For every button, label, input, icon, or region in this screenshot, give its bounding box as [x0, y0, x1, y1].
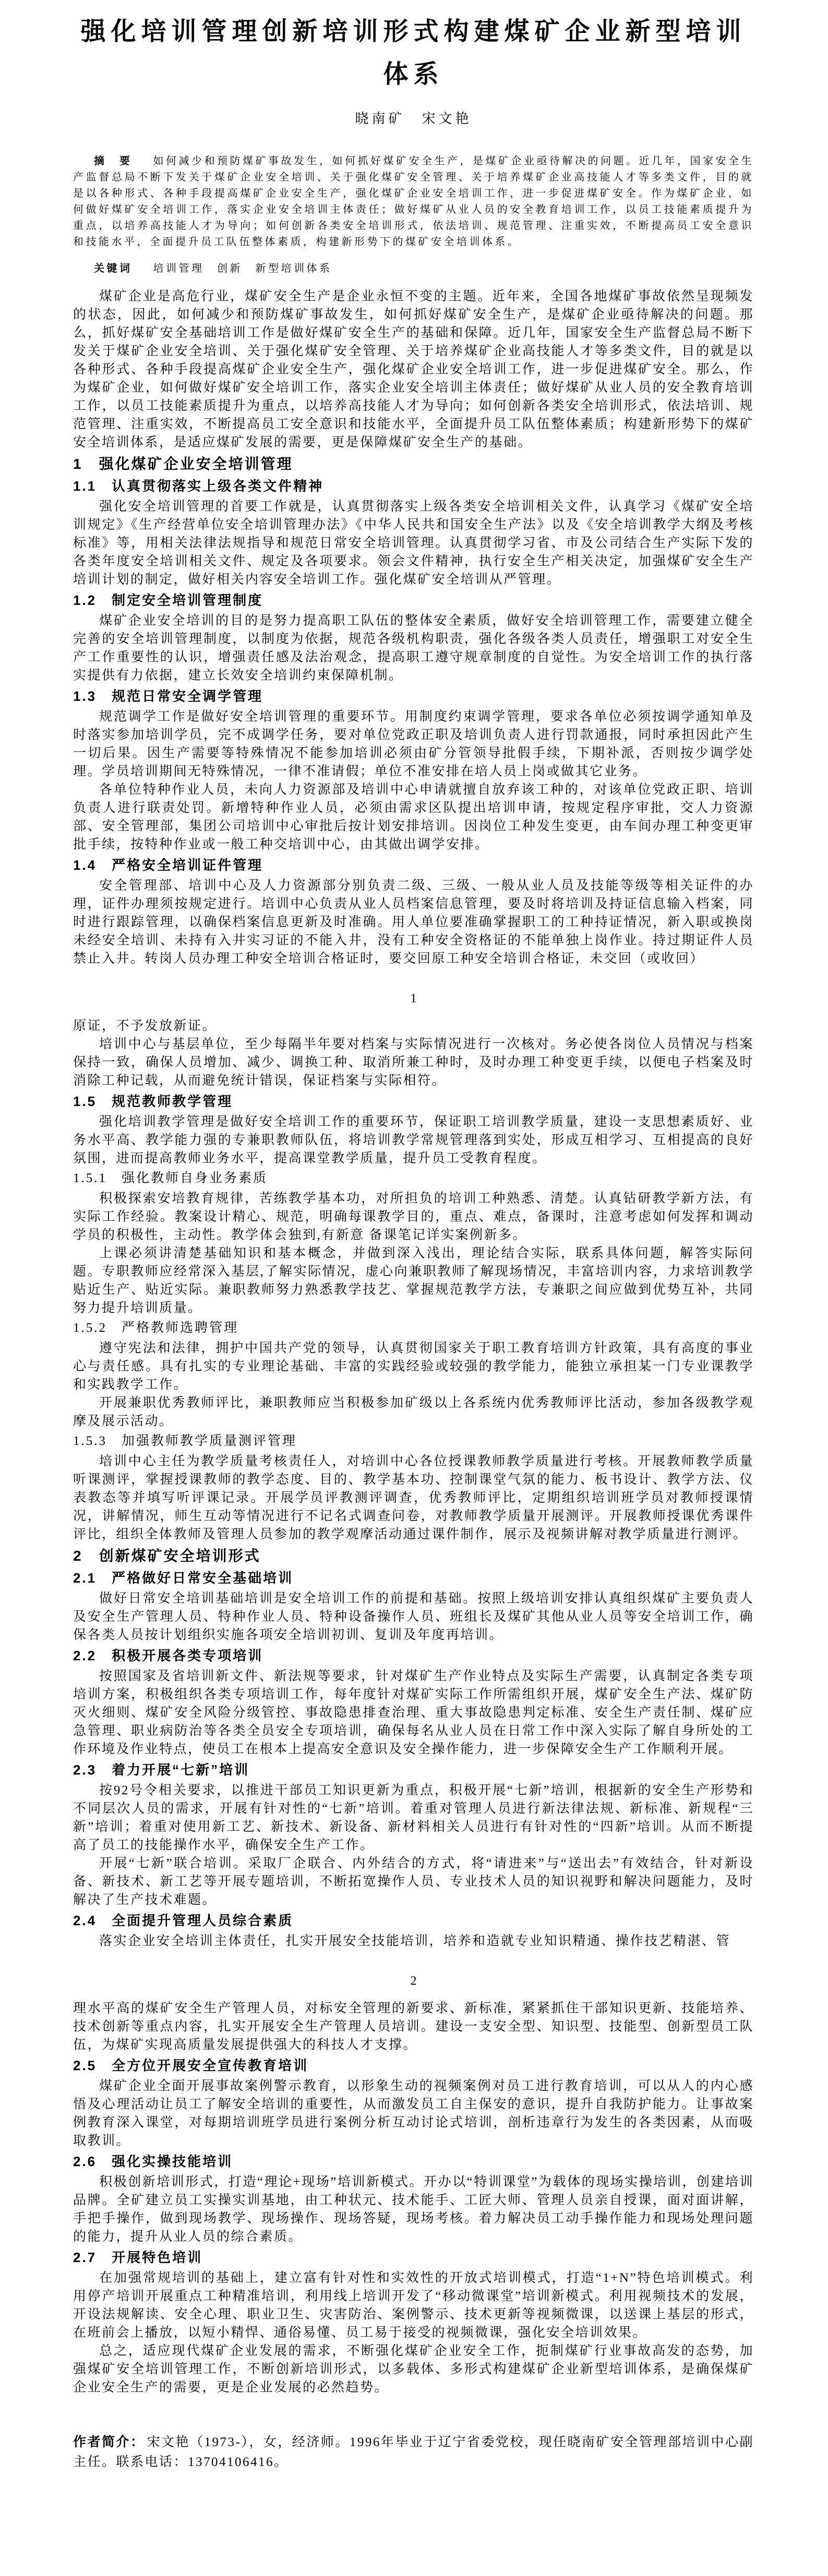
- heading-2-7: 2.7 开展特色培训: [73, 2250, 203, 2265]
- paragraph-2-4-continued: 理水平高的煤矿安全生产管理人员，对标安全管理的新要求、新标准，紧紧抓住干部知识更新、技能培养、技术创新等重点内容，扎实开展安全生产管理人员培训。建设一支安全型、知识型、技能型、创新型员工队伍，为煤矿实现高质量发展提供强大的科技人才支撑。: [73, 2001, 754, 2052]
- heading-2-2: 2.2 积极开展各类专项培训: [73, 1648, 263, 1663]
- paragraph-2-4: 落实企业安全培训主体责任，扎实开展安全技能培训，培养和造就专业知识精通、操作技艺精湛、管: [99, 1934, 731, 1948]
- author-bio-text: 宋文艳（1973-），女，经济师。1996年毕业于辽宁省委党校，现任晓南矿安全管理部培训中心副主任。联系电话：13704106416。: [73, 2435, 754, 2469]
- paragraph-1-1: 强化安全培训管理的首要工作就是，认真贯彻落实上级各类安全培训相关文件，认真学习《煤矿安全培训规定》《生产经营单位安全培训管理办法》《中华人民共和国安全生产法》以及《安全培训教学大纲及考核标准》等，用相关法律法规指导和规范日常安全培训管理。认真贯彻学习省、市及公司结合生产实际下发的各类年度安全培训相关文件、规定及各项要求。领会文件精神，执行安全生产相关决定，加强煤矿安全生产培训计划的制定，做好相关内容安全培训工作。强化煤矿安全培训从严管理。: [73, 500, 754, 587]
- abstract-label: 摘 要: [94, 155, 133, 167]
- paragraph-2-1: 做好日常安全培训基础培训是安全培训工作的前提和基础。按照上级培训安排认真组织煤矿主要负责人及安全生产管理人员、特种作业人员、特种设备操作人员、班组长及煤矿其他从业人员等安全培训工作，确保各类人员按计划组织实施各项安全培训初训、复训及年度再培训。: [73, 1591, 754, 1642]
- heading-1-1: 1.1 认真贯彻落实上级各类文件精神: [73, 478, 324, 494]
- paragraph-1-4-continued: 原证，不予发放新证。: [73, 1019, 217, 1033]
- paragraph-2-7: 在加强常规培训的基础上，建立富有针对性和实效性的开放式培训模式，打造“1+N”特色培训模式。利用停产培训开展重点工种精准培训，利用线上培训开发了“移动微课堂”培训新模式。利用视频技术的发展，开设法规解读、安全心理、职业卫生、灾害防治、案例警示、技术更新等视频微课，以送课上基层的形式，在班前会上播放，以短小精悍、通俗易懂、员工易于接受的视频微课，强化安全培训效果。: [73, 2271, 754, 2340]
- paragraph-1-3-b: 各单位特种作业人员，未向人力资源部及培训中心申请就擅自放弃该工种的，对该单位党政正职、培训负责人进行联责处罚。新增特种作业人员，必须由需求区队提出培训申请，按规定程序审批，交人力资源部、安全管理部，集团公司培训中心审批后按计划安排培训。因岗位工种发生变更，由车间办理工种变更审批手续，按特种作业或一般工种交培训中心，由其做出调学安排。: [73, 783, 754, 852]
- heading-2-5: 2.5 全方位开展安全宣传教育培训: [73, 2058, 309, 2073]
- paragraph-conclusion: 总之，适应现代煤矿企业发展的需求，不断强化煤矿企业安全工作，扼制煤矿行业事故高发的态势，加强煤矿安全培训管理工作，不断创新培训形式，以多载体、多形式构建煤矿企业新型培训体系，是确保煤矿企业安全生产的需要，更是企业发展的必然趋势。: [73, 2344, 754, 2395]
- page-number-2: 2: [410, 1974, 417, 1988]
- paragraph-1-2: 煤矿企业安全培训的目的是努力提高职工队伍的整体安全素质，做好安全培训管理工作，需要建立健全完善的安全培训管理制度，以制度为依据，规范各级机构职责，强化各级各类人员责任，增强职工对安全生产工作重要性的认识，增强责任感及法治观念，提高职工遵守规章制度的自觉性。为安全培训工作的执行落实提供有力依据，建立长效安全培训约束保障机制。: [73, 614, 754, 683]
- abstract-paragraph: [73, 153, 754, 250]
- paragraph-2-3-a: 按92号令相关要求，以推进干部员工知识更新为重点，积极开展“七新”培训，根据新的安全生产形势和不同层次人员的需求，开展有针对性的“七新”培训。着重对管理人员进行新法律法规、新标准、新规程“三新”培训；着重对使用新工艺、新技术、新设备、新材料相关人员进行有针对性的“四新”培训。从而不断提高了员工的技能操作水平，确保安全生产工作。: [73, 1783, 754, 1852]
- paragraph-1-3-a: 规范调学工作是做好安全培训管理的重要环节。用制度约束调学管理，要求各单位必须按调学通知单及时落实参加培训学员，完不成调学任务，要对单位党政正职及培训负责人进行罚款通报，同时承担因此产生一切后果。因生产需要等特殊情况不能参加培训必须由矿分管领导批假手续，下期补派，否则按少调学处理。学员培训期间无特殊情况，一律不准请假；单位不准安排在培人员上岗或做其它业务。: [73, 710, 754, 779]
- paragraph-1-4-b: 培训中心与基层单位，至少每隔半年要对档案与实际情况进行一次核对。务必使各岗位人员情况与档案保持一致，确保人员增加、减少、调换工种、取消所兼工种时，及时办理工种变更手续，以便电子档案及时消除工种记载，从而避免统计错误，保证档案与实际相符。: [73, 1037, 754, 1088]
- paragraph-1-4: 安全管理部、培训中心及人力资源部分别负责二级、三级、一般从业人员及技能等级等相关证件的办理，证件办理须按规定进行。培训中心负责从业人员档案信息管理，要及时将培训及持证信息输入档案，同时进行跟踪管理，以确保档案信息更新及时准确。用人单位要准确掌握职工的工种持证情况，新入职或换岗未经安全培训、未持有入井实习证的不能入井，没有工种安全资格证的不能单独上岗作业。持过期证件人员禁止入井。转岗人员办理工种安全培训合格证时，要交回原工种安全培训合格证，未交回（或收回）: [73, 879, 754, 966]
- keywords-label: 关键词: [94, 263, 133, 274]
- heading-1-3: 1.3 规范日常安全调学管理: [73, 688, 263, 704]
- heading-1-4: 1.4 严格安全培训证件管理: [73, 857, 263, 873]
- heading-1: 1 强化煤矿企业安全培训管理: [73, 456, 293, 472]
- keywords-line: [73, 261, 754, 277]
- paragraph-1-5-1-a: 积极探索安培教育规律，苦练教学基本功，对所担负的培训工种熟悉、清楚。认真钻研教学新方法，有实际工作经验。教案设计精心、规范，明确每课教学目的，重点、难点，备课时，注意考虑如何发挥和调动学员的积极性，主动性。教学体会独到,有新意 备课笔记详实案例新多。: [73, 1192, 754, 1242]
- heading-2-6: 2.6 强化实操技能培训: [73, 2154, 233, 2169]
- paragraph-2-6: 积极创新培训形式，打造“理论+现场”培训新模式。开办以“特训课堂”为载体的现场实操培训，创建培训品牌。全矿建立员工实操实训基地，由工种状元、技术能手、工匠大师、管理人员亲自授课，面对面讲解，手把手操作，做到现场教学、现场操作、现场答疑，现场考核。着力解决员工动手操作能力和现场处理问题的能力，提升从业人员的综合素质。: [73, 2175, 754, 2244]
- author-bio-label: 作者简介：: [73, 2435, 145, 2449]
- paragraph-1-5-3: 培训中心主任为教学质量考核责任人，对培训中心各位授课教师教学质量进行考核。开展教师教学质量听课测评，掌握授课教师的教学态度、目的、教学基本功、控制课堂气氛的能力、板书设计、教学方法、仪表教态等并填写听评课记录。开展学员评教测评调查，优秀教师评比，定期组织培训班学员对教师授课情况，讲解情况，师生互动等情况进行不记名式调查问卷，对教师教学质量开展测评。开展教师授课优秀课件评比，组织全体教师及管理人员参加的教学观摩活动通过课件制作，展示及视频讲解对教学质量进行测评。: [73, 1454, 754, 1541]
- heading-2-3: 2.3 着力开展“七新”培训: [73, 1762, 250, 1778]
- paper-title: 强化培训管理创新培训形式构建煤矿企业新型培训体系: [80, 18, 747, 88]
- heading-2-4: 2.4 全面提升管理人员综合素质: [73, 1913, 294, 1928]
- document-page: [0, 10, 828, 2472]
- abstract-text: 如何减少和预防煤矿事故发生，如何抓好煤矿安全生产，是煤矿企业亟待解决的问题。近几年，国家安全生产监督总局不断下发关于煤矿企业安全培训、关于强化煤矿安全管理、关于培养煤矿企业高技能人才等多类文件，目的就是以各种形式、各种手段提高煤矿企业安全生产，强化煤矿企业安全培训工作，进一步促进煤矿安全。作为煤矿企业，如何做好煤矿安全培训工作，落实企业安全培训主体责任；做好煤矿从业人员的安全教育培训工作，以员工技能素质提升为重点，以培养高技能人才为导向；如何创新各类安全培训形式，依法培训、规范管理、注重实效，不断提高员工安全意识和技能水平，全面提升员工队伍整体素质，构建新形势下的煤矿安全培训体系。: [73, 155, 754, 248]
- heading-1-5-1: 1.5.1 强化教师自身业务素质: [73, 1171, 268, 1185]
- paragraph-2-3-b: 开展“七新”联合培训。采取厂企联合、内外结合的方式，将“请进来”与“送出去”有效结合，针对新设备、新技术、新工艺等开展专题培训，不断拓宽操作人员、专业技术人员的知识视野和解决问题能力，及时解决了生产技术难题。: [73, 1856, 754, 1907]
- paragraph-intro: 煤矿企业是高危行业，煤矿安全生产是企业永恒不变的主题。近年来，全国各地煤矿事故依然呈现频发的状态，因此，如何减少和预防煤矿事故发生，如何抓好煤矿安全生产，是煤矿企业亟待解决的问题。那么，抓好煤矿安全基础培训工作是做好煤矿安全生产的基础和保障。近几年，国家安全生产监督总局不断下发关于煤矿企业安全培训、关于强化煤矿安全管理、关于培养煤矿企业高技能人才等多类文件，目的就是以各种形式、各种手段提高煤矿企业安全生产，强化煤矿企业安全培训工作，进一步促进煤矿安全。那么，作为煤矿企业，如何做好煤矿安全培训工作，落实企业安全培训主体责任；做好煤矿从业人员的安全教育培训工作，以员工技能素质提升为重点，以培养高技能人才为导向；如何创新各类安全培训形式，依法培训、规范管理、注重实效，不断提高员工安全意识和技能水平，全面提升员工队伍整体素质；构建新形势下的煤矿安全培训体系，是适应煤矿发展的需要，更是保障煤矿安全生产的基础。: [73, 289, 754, 449]
- paragraph-2-5: 煤矿企业全面开展事故案例警示教育，以形象生动的视频案例对员工进行教育培训，可以从人的内心感悟及心理活动让员工了解安全培训的重要性，从而激发员工自主保安的意识，提升自我防护能力。让事故案例教育深入课堂，对每期培训班学员进行案例分析互动讨论式培训，剖析违章行为发生的各类因素，从而吸取教训。: [73, 2079, 754, 2148]
- author-bio: [73, 2432, 754, 2472]
- heading-1-5-2: 1.5.2 严格教师选聘管理: [73, 1321, 239, 1335]
- heading-1-5-3: 1.5.3 加强教师教学质量测评管理: [73, 1434, 297, 1448]
- heading-2-1: 2.1 严格做好日常安全基础培训: [73, 1570, 294, 1586]
- paragraph-2-2: 按照国家及省培训新文件、新法规等要求，针对煤矿生产作业特点及实际生产需要，认真制定各类专项培训方案，积极组织各类专项培训工作，每年度针对煤矿实际工作所需组织开展，煤矿安全生产法、煤矿防灭火细则、煤矿安全风险分级管控、事故隐患排查治理、重大事故隐患判定标准、安全生产责任制、煤矿应急管理、职业病防治等各类全员安全专项培训，确保每名从业人员在日常工作中深入实际了解自身所处的工作环境及作业特点，使员工在根本上提高安全意识及安全操作能力，进一步保障安全生产工作顺利开展。: [73, 1669, 754, 1756]
- paragraph-1-5-2-b: 开展兼职优秀教师评比，兼职教师应当积极参加矿级以上各系统内优秀教师评比活动，参加各级教学观摩及展示活动。: [73, 1396, 754, 1428]
- heading-1-5: 1.5 规范教师教学管理: [73, 1093, 233, 1109]
- heading-1-2: 1.2 制定安全培训管理制度: [73, 592, 263, 608]
- keywords-text: 培训管理 创新 新型培训体系: [153, 263, 332, 274]
- page-number-1: 1: [410, 992, 417, 1005]
- author-line: 晓南矿 宋文艳: [355, 111, 472, 126]
- paragraph-1-5-2-a: 遵守宪法和法律，拥护中国共产党的领导，认真贯彻国家关于职工教育培训方针政策，具有高度的事业心与责任感。具有扎实的专业理论基础、丰富的实践经验或较强的教学能力，能独立承担某一门专业课教学和实践教学工作。: [73, 1341, 754, 1392]
- heading-2: 2 创新煤矿安全培训形式: [73, 1548, 261, 1564]
- paragraph-1-5: 强化培训教学管理是做好安全培训工作的重要环节，保证职工培训教学质量，建设一支思想素质好、业务水平高、教学能力强的专兼职教师队伍，将培训教学常规管理落到实处，形成互相学习、互相提高的良好氛围，进而提高教师业务水平，提高课堂教学质量，提升员工受教育程度。: [73, 1115, 754, 1165]
- paragraph-1-5-1-b: 上课必须讲清楚基础知识和基本概念，并做到深入浅出，理论结合实际，联系具体问题，解答实际问题。专职教师应经常深入基层,了解实际情况，虚心向兼职教师了解现场情况，丰富培训内容，力求培训教学贴近生产、贴近实际。兼职教师努力熟悉教学技艺、掌握规范教学方法，专兼职之间应做到优势互补，共同努力提升培训质量。: [73, 1246, 754, 1315]
